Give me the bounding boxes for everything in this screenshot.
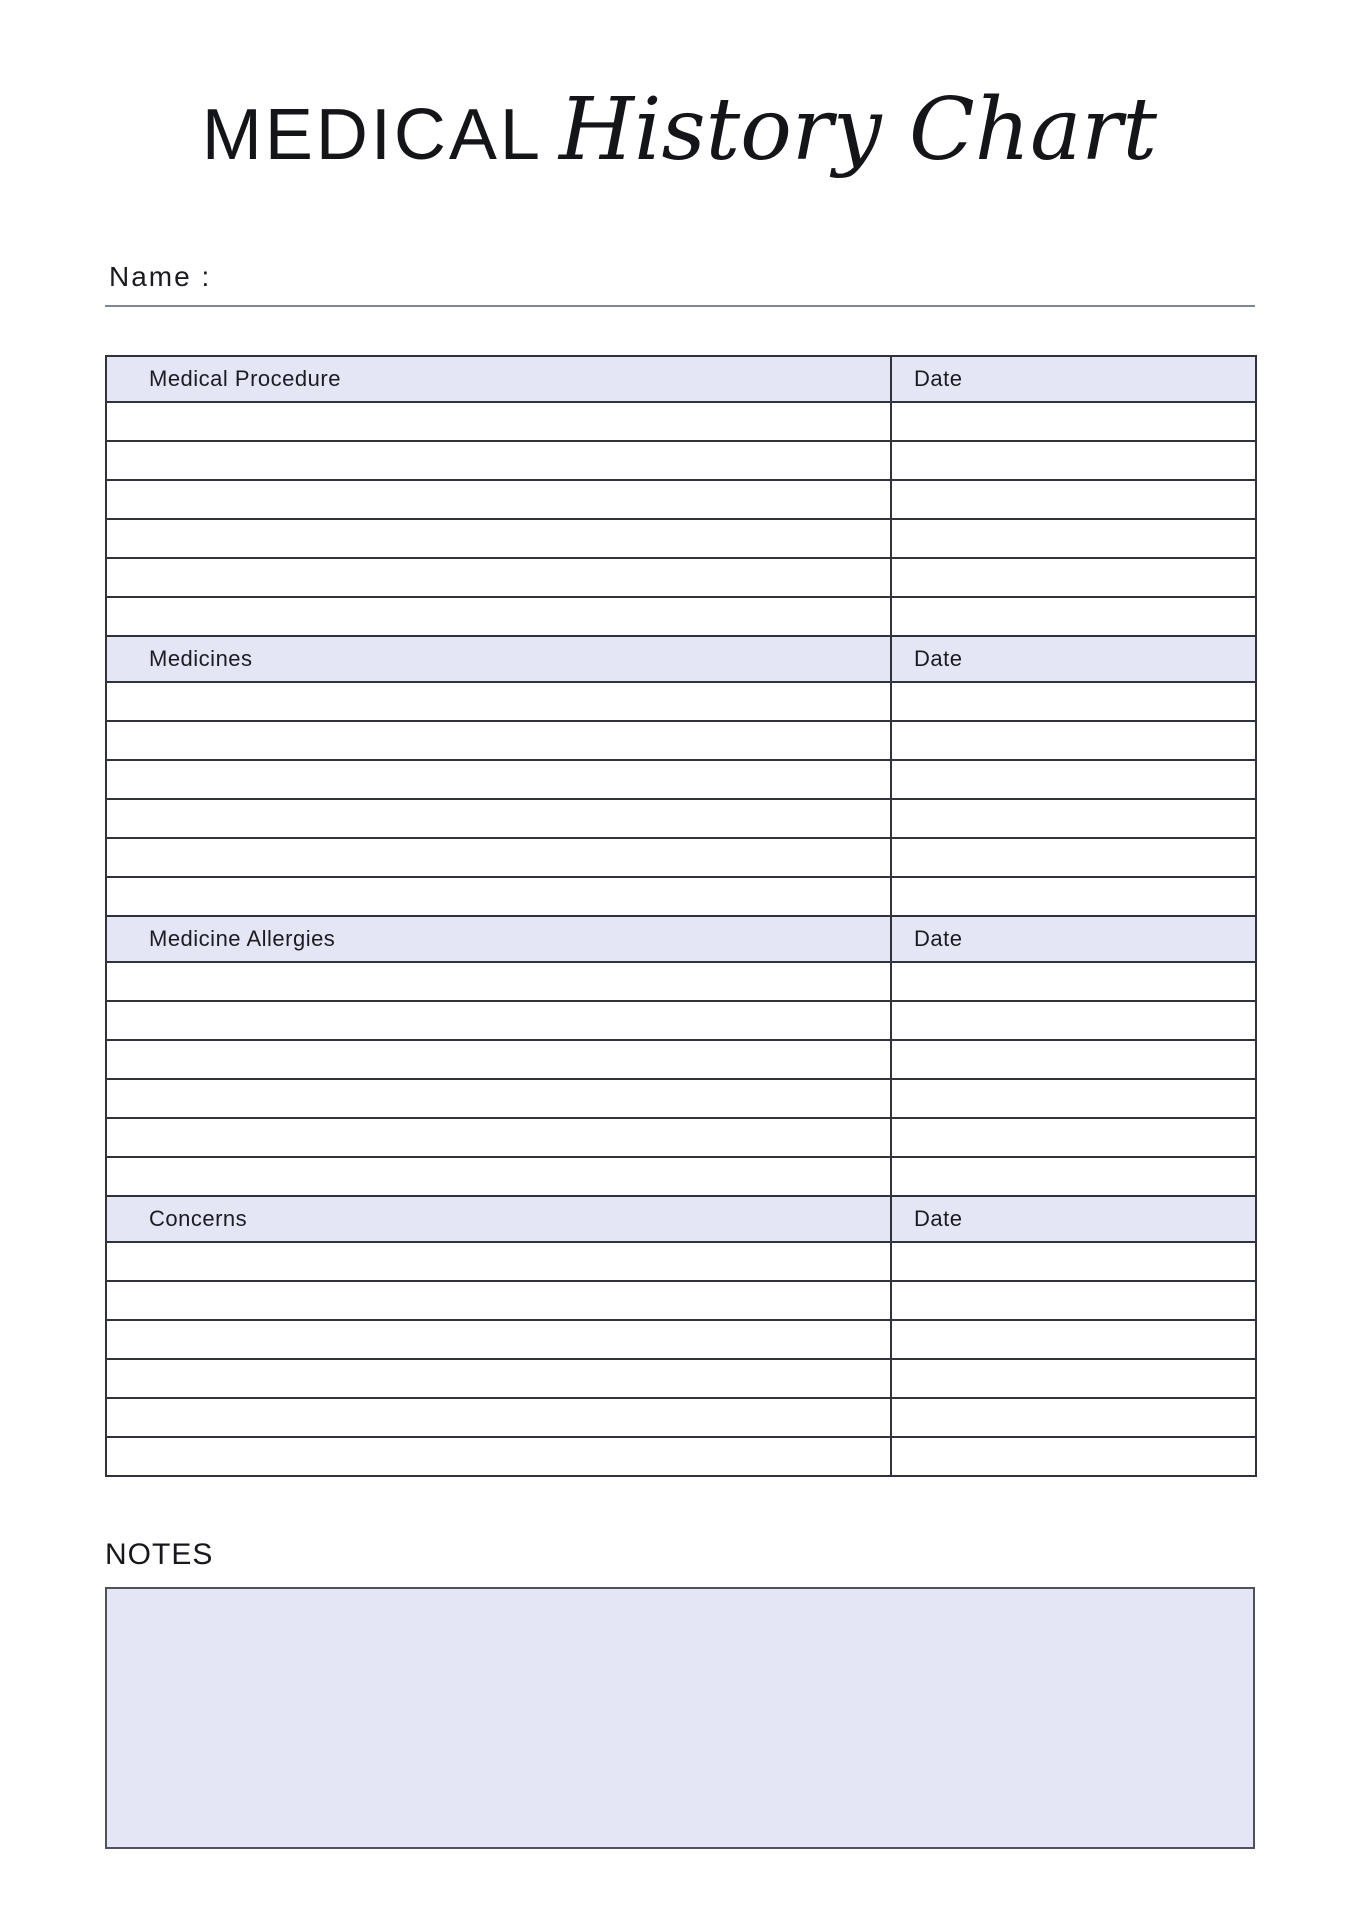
date-cell[interactable] — [891, 1281, 1256, 1320]
entry-cell[interactable] — [106, 1001, 891, 1040]
empty-data-row — [106, 682, 1256, 721]
empty-data-row — [106, 441, 1256, 480]
date-cell[interactable] — [891, 1118, 1256, 1157]
title-word-history-chart: History Chart — [558, 80, 1158, 180]
date-cell[interactable] — [891, 682, 1256, 721]
entry-cell[interactable] — [106, 838, 891, 877]
date-cell[interactable] — [891, 838, 1256, 877]
date-cell[interactable] — [891, 558, 1256, 597]
date-cell[interactable] — [891, 877, 1256, 916]
date-cell[interactable] — [891, 1040, 1256, 1079]
section-header-medical-procedure — [106, 356, 1256, 402]
date-cell[interactable] — [891, 1079, 1256, 1118]
date-cell[interactable] — [891, 721, 1256, 760]
date-cell[interactable] — [891, 799, 1256, 838]
entry-cell[interactable] — [106, 1079, 891, 1118]
date-cell[interactable] — [891, 1157, 1256, 1196]
empty-data-row — [106, 402, 1256, 441]
empty-data-row — [106, 838, 1256, 877]
date-cell[interactable] — [891, 760, 1256, 799]
entry-cell[interactable] — [106, 760, 891, 799]
title-word-medical: MEDICAL — [201, 95, 543, 175]
empty-data-row — [106, 480, 1256, 519]
empty-data-row — [106, 1320, 1256, 1359]
date-cell[interactable] — [891, 480, 1256, 519]
entry-cell[interactable] — [106, 1437, 891, 1476]
date-column-label: Date — [891, 636, 1256, 682]
date-cell[interactable] — [891, 1359, 1256, 1398]
entry-cell[interactable] — [106, 441, 891, 480]
date-cell[interactable] — [891, 402, 1256, 441]
empty-data-row — [106, 799, 1256, 838]
entry-cell[interactable] — [106, 682, 891, 721]
entry-cell[interactable] — [106, 877, 891, 916]
date-cell[interactable] — [891, 962, 1256, 1001]
entry-cell[interactable] — [106, 1118, 891, 1157]
notes-label: NOTES — [105, 1538, 214, 1571]
section-label-concerns: Concerns — [106, 1196, 891, 1242]
section-label-medicine-allergies: Medicine Allergies — [106, 916, 891, 962]
entry-cell[interactable] — [106, 1359, 891, 1398]
name-field-row[interactable] — [105, 261, 1255, 307]
section-header-medicine-allergies — [106, 916, 1256, 962]
entry-cell[interactable] — [106, 558, 891, 597]
empty-data-row — [106, 962, 1256, 1001]
medical-history-table — [105, 355, 1257, 1477]
date-column-label: Date — [891, 916, 1256, 962]
notes-input-area[interactable] — [105, 1587, 1255, 1849]
empty-data-row — [106, 597, 1256, 636]
empty-data-row — [106, 1118, 1256, 1157]
section-label-medical-procedure: Medical Procedure — [106, 356, 891, 402]
entry-cell[interactable] — [106, 1157, 891, 1196]
date-cell[interactable] — [891, 597, 1256, 636]
date-cell[interactable] — [891, 519, 1256, 558]
empty-data-row — [106, 877, 1256, 916]
entry-cell[interactable] — [106, 1320, 891, 1359]
date-column-label: Date — [891, 356, 1256, 402]
empty-data-row — [106, 1001, 1256, 1040]
entry-cell[interactable] — [106, 962, 891, 1001]
entry-cell[interactable] — [106, 1242, 891, 1281]
entry-cell[interactable] — [106, 597, 891, 636]
date-column-label: Date — [891, 1196, 1256, 1242]
date-cell[interactable] — [891, 1437, 1256, 1476]
entry-cell[interactable] — [106, 480, 891, 519]
date-cell[interactable] — [891, 1320, 1256, 1359]
date-cell[interactable] — [891, 1001, 1256, 1040]
entry-cell[interactable] — [106, 721, 891, 760]
empty-data-row — [106, 1437, 1256, 1476]
empty-data-row — [106, 1079, 1256, 1118]
empty-data-row — [106, 721, 1256, 760]
page-title — [0, 0, 1359, 211]
empty-data-row — [106, 519, 1256, 558]
entry-cell[interactable] — [106, 1281, 891, 1320]
empty-data-row — [106, 1398, 1256, 1437]
empty-data-row — [106, 1359, 1256, 1398]
empty-data-row — [106, 1157, 1256, 1196]
entry-cell[interactable] — [106, 1398, 891, 1437]
name-label: Name : — [109, 261, 212, 292]
empty-data-row — [106, 760, 1256, 799]
empty-data-row — [106, 1242, 1256, 1281]
entry-cell[interactable] — [106, 799, 891, 838]
entry-cell[interactable] — [106, 519, 891, 558]
notes-section — [105, 1537, 1255, 1849]
section-label-medicines: Medicines — [106, 636, 891, 682]
section-header-medicines — [106, 636, 1256, 682]
empty-data-row — [106, 558, 1256, 597]
entry-cell[interactable] — [106, 1040, 891, 1079]
date-cell[interactable] — [891, 441, 1256, 480]
empty-data-row — [106, 1281, 1256, 1320]
empty-data-row — [106, 1040, 1256, 1079]
date-cell[interactable] — [891, 1242, 1256, 1281]
section-header-concerns — [106, 1196, 1256, 1242]
date-cell[interactable] — [891, 1398, 1256, 1437]
entry-cell[interactable] — [106, 402, 891, 441]
